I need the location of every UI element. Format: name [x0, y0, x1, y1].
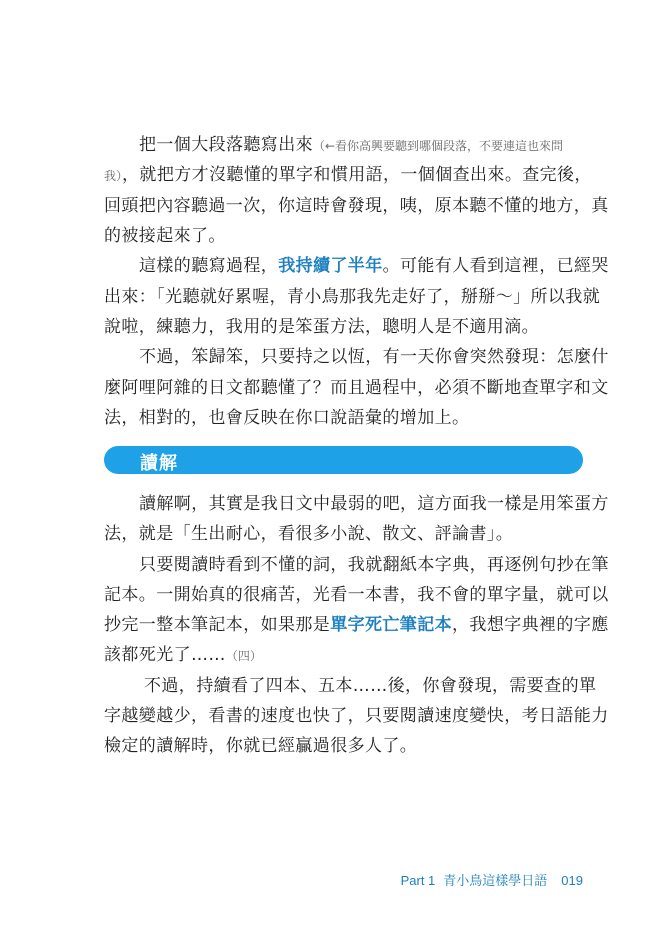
footer-book-title: 青小鳥這樣學日語 [443, 874, 548, 889]
body-text: 把一個大段落聽寫出來 [139, 135, 313, 155]
highlight-text: 單字死亡筆記本 [330, 615, 453, 635]
paragraph-line [104, 645, 584, 665]
section-title: 讀解 [140, 453, 178, 474]
body-text: 這樣的聽寫過程， [139, 256, 279, 276]
paragraph-line [104, 135, 584, 155]
paragraph-line [104, 615, 609, 635]
paragraph-line: 回頭把內容聽過一次，你這時會發現，咦，原本聽不懂的地方，真 [104, 196, 609, 216]
paragraph-line: 字越變越少，看書的速度也快了，只要閱讀速度變快，考日語能力 [104, 706, 609, 726]
paragraph-line: 麼阿哩阿雜的日文都聽懂了？而且過程中，必須不斷地查單字和文 [104, 378, 609, 398]
paragraph-line: 法，就是「生出耐心，看很多小說、散文、評論書」。 [104, 524, 514, 544]
body-text: ，就把方才沒聽懂的單字和慣用語，一個個查出來。查完後， [122, 165, 592, 185]
paragraph-line [104, 165, 592, 185]
paragraph-line: 說啦，練聽力，我用的是笨蛋方法，聰明人是不適用滴。 [104, 317, 539, 337]
paragraph-line: 檢定的讀解時，你就已經贏過很多人了。 [104, 736, 418, 756]
paragraph-line: 讀解啊，其實是我日文中最弱的吧，這方面我一樣是用笨蛋方 [139, 494, 609, 514]
footer-part: Part 1 [400, 873, 436, 888]
paragraph-line: 不過，持續看了四本、五本……後，你會發現，需要查的單 [144, 676, 597, 696]
body-text: 。可能有人看到這裡，已經哭 [382, 256, 609, 276]
body-text: 該都死光了…… [104, 645, 226, 665]
paragraph-line: 的被接起來了。 [104, 226, 226, 246]
paragraph-line: 記本。一開始真的很痛苦，光看一本書，我不會的單字量，就可以 [104, 585, 609, 605]
page-number: 019 [561, 873, 583, 888]
paragraph-line: 不過，笨歸笨，只要持之以恆，有一天你會突然發現：怎麼什 [139, 347, 609, 367]
paragraph-line [104, 256, 609, 276]
paragraph-line: 法，相對的，也會反映在你口說語彙的增加上。 [104, 408, 470, 428]
body-text: 抄完一整本筆記本，如果那是 [104, 615, 331, 635]
section-banner [104, 446, 583, 474]
highlight-text: 我持續了半年 [278, 256, 383, 276]
aside-note: 我） [104, 169, 123, 183]
aside-note: （←看你高興要聽到哪個段落，不要連這也來問 [313, 139, 564, 153]
paragraph-line: 出來：「光聽就好累喔，青小鳥那我先走好了，掰掰～」所以我就 [104, 287, 601, 307]
body-text: ，我想字典裡的字應 [452, 615, 609, 635]
paragraph-line: 只要閱讀時看到不懂的詞，我就翻紙本字典，再逐例句抄在筆 [139, 555, 609, 575]
page-footer [401, 870, 583, 889]
footnote-marker: （四） [225, 649, 262, 663]
